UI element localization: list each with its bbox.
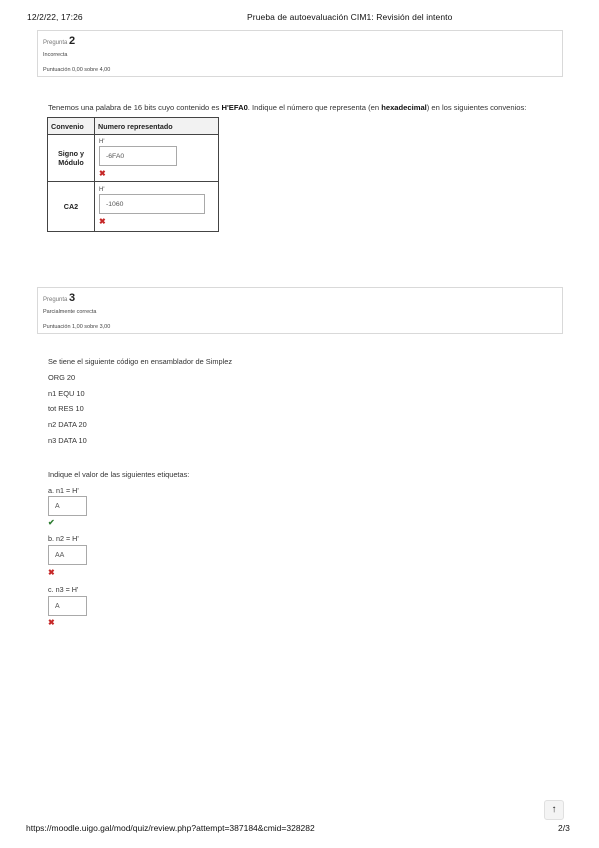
label-n3: c. n3 = H' — [48, 585, 79, 594]
word-value: H'EFA0 — [221, 103, 248, 112]
code-line: n1 EQU 10 — [48, 389, 85, 398]
question-label: Pregunta — [43, 297, 68, 303]
column-header-convention: Convenio — [48, 118, 95, 135]
convention-table — [47, 117, 219, 232]
answer-field-n2[interactable]: AA — [48, 545, 87, 565]
incorrect-icon: ✖ — [99, 168, 106, 178]
code-line: tot RES 10 — [48, 404, 84, 413]
question-number: 2 — [69, 35, 76, 47]
page-number: 2/3 — [558, 823, 570, 833]
code-line: n2 DATA 20 — [48, 420, 87, 429]
question-number: 3 — [69, 292, 76, 304]
code-line: n3 DATA 10 — [48, 436, 87, 445]
print-title: Prueba de autoevaluación CIM1: Revisión del intento — [247, 12, 453, 22]
convention-label: Signo y Módulo — [48, 135, 95, 182]
incorrect-icon: ✖ — [48, 568, 55, 577]
answer-field-n3[interactable]: A — [48, 596, 87, 616]
question-2-text: Tenemos una palabra de 16 bits cuyo contenido es H'EFA0. Indique el número que representa (en hexadecimal) en los siguientes convenios: — [48, 103, 527, 112]
answer-field[interactable]: -6FA0 — [99, 146, 177, 166]
question-3-intro: Se tiene el siguiente código en ensamblador de Simplez — [48, 357, 233, 366]
table-header-row — [48, 118, 219, 135]
question-3-info — [37, 287, 563, 334]
print-date: 12/2/22, 17:26 — [27, 12, 83, 22]
question-state: Incorrecta — [43, 52, 68, 58]
question-grade: Puntuación 1,00 sobre 3,00 — [43, 324, 111, 330]
correct-icon: ✔ — [48, 518, 55, 527]
column-header-number: Numero representado — [95, 118, 219, 135]
answer-cell — [95, 182, 219, 232]
table-row — [48, 135, 219, 182]
question-grade: Puntuación 0,00 sobre 4,00 — [43, 67, 111, 73]
label-n2: b. n2 = H' — [48, 534, 79, 543]
question-state: Parcialmente correcta — [43, 309, 97, 315]
table-row — [48, 182, 219, 232]
hex-prefix: H' — [99, 138, 105, 145]
incorrect-icon: ✖ — [48, 618, 55, 627]
answer-field-n1[interactable]: A — [48, 496, 87, 516]
print-url: https://moodle.uigo.gal/mod/quiz/review.php?attempt=387184&cmid=328282 — [26, 823, 315, 833]
hex-keyword: hexadecimal — [381, 103, 427, 112]
answer-cell — [95, 135, 219, 182]
label-n1: a. n1 = H' — [48, 486, 79, 495]
convention-label: CA2 — [48, 182, 95, 232]
incorrect-icon: ✖ — [99, 217, 106, 226]
hex-prefix: H' — [99, 187, 105, 193]
question-label: Pregunta — [43, 40, 68, 46]
answer-field[interactable]: -1060 — [99, 194, 205, 214]
code-line: ORG 20 — [48, 373, 76, 382]
arrow-up-icon[interactable]: ↑ — [544, 800, 564, 820]
question-2-info — [37, 30, 563, 77]
question-3-prompt: Indique el valor de las siguientes etiquetas: — [48, 470, 190, 479]
